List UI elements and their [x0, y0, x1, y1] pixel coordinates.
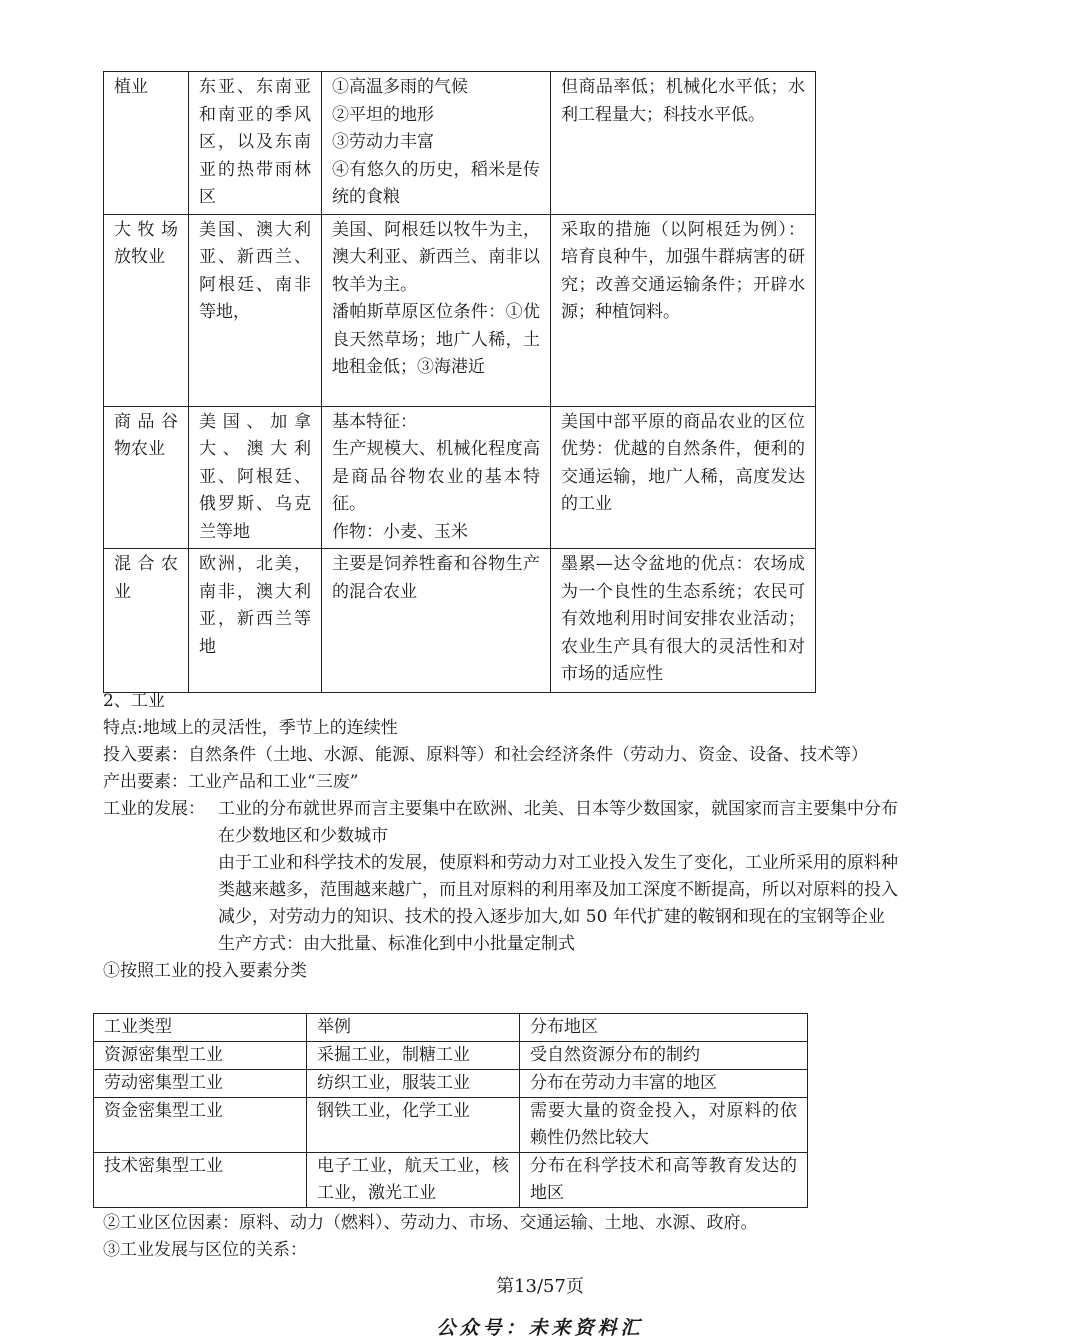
- development-label: 工业的发展：: [103, 799, 205, 819]
- agri-region: 欧洲，北美，南非，澳大利亚，新西兰等地: [199, 554, 311, 657]
- industry-example: 钢铁工业，化学工业: [307, 1098, 520, 1153]
- agri-type: 商品谷物农业: [114, 411, 178, 459]
- agri-note: 采取的措施（以阿根廷为例）：培育良种牛，加强牛群病害的研究；改善交通运输条件；开辟水源；种植饲料。: [561, 219, 805, 322]
- table-row: [94, 1070, 808, 1098]
- table-row: [94, 1098, 808, 1153]
- agri-note: 但商品率低；机械化水平低；水利工程量大；科技水平低。: [561, 77, 805, 125]
- agri-condition: 作物：小麦、玉米: [332, 521, 468, 542]
- agri-region: 美国、澳大利亚、新西兰、阿根廷、南非等地，: [199, 219, 311, 322]
- agri-conditions-cell: [322, 72, 551, 215]
- agri-notes-cell: [551, 549, 816, 693]
- column-header: 分布地区: [520, 1014, 808, 1042]
- industry-inputs: 投入要素：自然条件（土地、水源、能源、原料等）和社会经济条件（劳动力、资金、设备、技术等）: [103, 745, 868, 765]
- agri-note: 美国中部平原的商品农业的区位优势：优越的自然条件，便利的交通运输，地广人稀，高度发达的工业: [561, 411, 805, 514]
- agri-condition: 美国、阿根廷以牧牛为主，澳大利亚、新西兰、南非以牧羊为主。: [332, 219, 540, 295]
- table-row: [94, 1042, 808, 1070]
- agri-conditions-cell: [322, 549, 551, 693]
- classify-heading: ①按照工业的投入要素分类: [103, 961, 307, 981]
- location-factors: ②工业区位因素：原料、动力（燃料）、劳动力、市场、交通运输、土地、水源、政府。: [103, 1213, 758, 1233]
- industry-feature: 特点:地域上的灵活性，季节上的连续性: [103, 718, 398, 738]
- development-text: 类越来越多，范围越来越广，而且对原料的利用率及加工深度不断提高，所以对原料的投入: [218, 880, 898, 900]
- agri-condition: 基本特征：: [332, 411, 417, 432]
- relation-heading: ③工业发展与区位的关系：: [103, 1240, 307, 1260]
- development-text: 减少，对劳动力的知识、技术的投入逐步加大,如 50 年代扩建的鞍钢和现在的宝钢等企业: [218, 907, 885, 927]
- table-row: [104, 406, 816, 549]
- industry-type: 技术密集型工业: [94, 1153, 307, 1208]
- industry-region: 分布在劳动力丰富的地区: [520, 1070, 808, 1098]
- table-row: [104, 549, 816, 693]
- development-text: 在少数地区和少数城市: [218, 826, 388, 846]
- industry-example: 采掘工业，制糖工业: [307, 1042, 520, 1070]
- development-text: 由于工业和科学技术的发展，使原料和劳动力对工业投入发生了变化，工业所采用的原料种: [218, 853, 898, 873]
- agri-type-cell: [104, 214, 189, 406]
- agri-region: 美国、加拿大、澳大利亚、阿根廷、俄罗斯、乌克兰等地: [199, 411, 311, 542]
- agri-condition: 主要是饲养牲畜和谷物生产的混合农业: [332, 554, 540, 602]
- agri-type: 混合农业: [114, 554, 178, 602]
- agri-region-cell: [189, 549, 322, 693]
- agriculture-table: [103, 71, 816, 693]
- agri-notes-cell: [551, 214, 816, 406]
- industry-type: 资金密集型工业: [94, 1098, 307, 1153]
- industry-outputs: 产出要素：工业产品和工业“三废”: [103, 772, 359, 792]
- agri-region-cell: [189, 72, 322, 215]
- column-header: 工业类型: [94, 1014, 307, 1042]
- agri-type-cell: [104, 72, 189, 215]
- industry-table: [93, 1013, 808, 1208]
- industry-example: 纺织工业，服装工业: [307, 1070, 520, 1098]
- agri-conditions-cell: [322, 406, 551, 549]
- industry-type: 资源密集型工业: [94, 1042, 307, 1070]
- watermark: 公众号：未来资料汇: [436, 1317, 644, 1339]
- agri-condition: ④有悠久的历史，稻米是传统的食粮: [332, 159, 540, 207]
- agri-region: 东亚、东南亚和南亚的季风区，以及东南亚的热带雨林区: [199, 77, 311, 207]
- agri-notes-cell: [551, 406, 816, 549]
- table-row: [94, 1153, 808, 1208]
- agri-conditions-cell: [322, 214, 551, 406]
- agri-notes-cell: [551, 72, 816, 215]
- industry-region: 分布在科学技术和高等教育发达的地区: [520, 1153, 808, 1208]
- agri-type-cell: [104, 406, 189, 549]
- agri-type-cell: [104, 549, 189, 693]
- agri-condition: ③劳动力丰富: [332, 132, 434, 152]
- agri-condition: ②平坦的地形: [332, 104, 434, 125]
- industry-region: 需要大量的资金投入，对原料的依赖性仍然比较大: [520, 1098, 808, 1153]
- table-row: [104, 72, 816, 215]
- agri-type: 植业: [114, 77, 148, 97]
- section-heading: 2、工业: [103, 691, 165, 711]
- agri-condition: ①高温多雨的气候: [332, 77, 468, 97]
- agri-condition: 潘帕斯草原区位条件：①优良天然草场；地广人稀，土地租金低；③海港近: [332, 302, 540, 377]
- development-text: 工业的分布就世界而言主要集中在欧洲、北美、日本等少数国家，就国家而言主要集中分布: [218, 799, 898, 819]
- development-text: 生产方式：由大批量、标准化到中小批量定制式: [218, 934, 575, 954]
- agri-region-cell: [189, 406, 322, 549]
- industry-type: 劳动密集型工业: [94, 1070, 307, 1098]
- agri-region-cell: [189, 214, 322, 406]
- column-header: 举例: [307, 1014, 520, 1042]
- agri-note: 墨累—达令盆地的优点：农场成为一个良性的生态系统；农民可有效地利用时间安排农业活动；农业生产具有很大的灵活性和对市场的适应性: [561, 554, 805, 684]
- agri-condition: 生产规模大、机械化程度高是商品谷物农业的基本特征。: [332, 439, 540, 514]
- table-header-row: [94, 1014, 808, 1042]
- page-number: 第13/57页: [496, 1276, 584, 1297]
- table-row: [104, 214, 816, 406]
- industry-region: 受自然资源分布的制约: [520, 1042, 808, 1070]
- agri-type: 大牧场放牧业: [114, 219, 178, 267]
- industry-example: 电子工业，航天工业，核工业，激光工业: [307, 1153, 520, 1208]
